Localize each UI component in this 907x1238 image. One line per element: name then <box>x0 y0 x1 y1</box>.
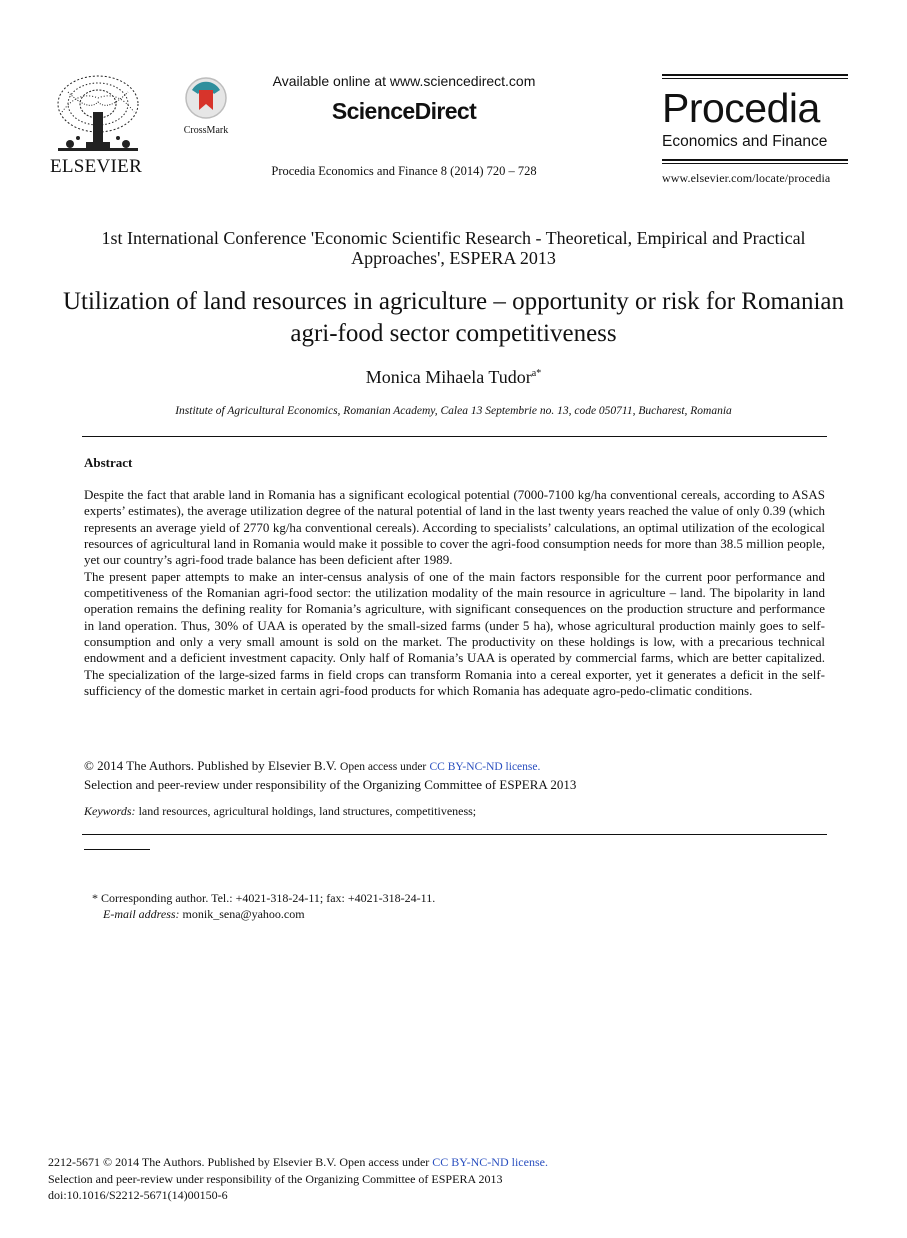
bottom-license-link[interactable]: CC BY-NC-ND license. <box>432 1155 548 1169</box>
copyright-text: © 2014 The Authors. Published by Elsevier B.V. <box>84 758 337 773</box>
procedia-bottom-rule-thin <box>662 163 848 164</box>
journal-reference: Procedia Economics and Finance 8 (2014) 720 – 728 <box>271 164 537 178</box>
journal-url[interactable]: www.elsevier.com/locate/procedia <box>662 171 831 185</box>
author-line <box>60 367 847 388</box>
open-access-text: Open access under <box>340 761 427 773</box>
email-line <box>92 906 792 922</box>
conference-name: 1st International Conference 'Economic Scientific Research - Theoretical, Empirical and Practical Approaches', ESPERA 2013 <box>101 228 806 268</box>
license-link[interactable]: CC BY-NC-ND license. <box>429 761 541 773</box>
abstract-paragraph-2: The present paper attempts to make an inter-census analysis of one of the main factors responsible for the current poor performance and competitiveness of the Romanian agri-food sector: the utilization modality of the main resource in agriculture – land. The bipolarity in land operation remains the defining reality for Romania’s agriculture, with significant consequences on the production structure and performance in land operation. Thus, 30% of UAA is operated by the small-sized farms (under 5 ha), whose agricultural production mainly goes to self-consumption and only a very small amount is sold on the market. The productivity on these holdings is low, with a precarious technical endowment and a deficient investment capacity. Only half of Romania’s UAA is operated by commercial farms, which are better capitalized. The specialization of the large-sized farms in field crops can transform Romania into a cereal exporter, yet it generates a deficit in the self-sufficiency of the domestic market in certain agri-food products for which Romania has adequate agro-pedo-climatic conditions. <box>84 568 825 699</box>
sciencedirect-logo: ScienceDirect <box>331 98 477 124</box>
journal-subtitle: Economics and Finance <box>662 133 828 150</box>
abstract-heading: Abstract <box>84 455 133 470</box>
doi-text[interactable]: doi:10.1016/S2212-5671(14)00150-6 <box>48 1188 228 1202</box>
abstract-body <box>84 487 825 699</box>
procedia-top-rule <box>662 74 848 76</box>
email-address[interactable]: monik_sena@yahoo.com <box>182 907 305 921</box>
peer-review-text: Selection and peer-review under responsibility of the Organizing Committee of ESPERA 2013 <box>84 777 577 792</box>
keywords-text: land resources, agricultural holdings, land structures, competitiveness; <box>138 804 477 818</box>
footnote-rule <box>84 849 150 850</box>
procedia-bottom-rule <box>662 159 848 161</box>
abstract-paragraph-1: Despite the fact that arable land in Romania has a significant ecological potential (7000-7100 kg/ha conventional cereals, according to ASAS experts’ estimates), the average utilization degree of the natural potential of land in the last twenty years reached the value of only 0.39 (which represents an average yield of 2770 kg/ha conventional cereals). According to specialists’ calculations, an optimal utilization of the ecological resources of agricultural land in Romania would make it possible to cover the agri-food consumption needs for more than 38.5 million people, yet our country’s agri-food trade balance has been deficient after 1989. <box>84 487 825 568</box>
issn-text: 2212-5671 © 2014 The Authors. Published by Elsevier B.V. Open access under <box>48 1155 430 1169</box>
keywords-label: Keywords: <box>84 804 136 818</box>
copyright-block <box>84 757 825 793</box>
crossmark-label: CrossMark <box>183 125 229 136</box>
author-name: Monica Mihaela Tudor <box>365 367 532 387</box>
available-online-text: Available online at www.sciencedirect.com <box>272 73 536 89</box>
procedia-journal-logo <box>662 74 848 186</box>
email-label: E-mail address: <box>103 907 180 921</box>
crossmark-badge[interactable] <box>176 76 236 136</box>
issn-line <box>48 1154 808 1171</box>
section-divider-bottom <box>82 834 827 835</box>
publisher-name: ELSEVIER <box>49 156 143 177</box>
journal-brand: Procedia <box>662 85 820 131</box>
author-marks: a* <box>531 368 542 379</box>
procedia-top-rule-thin <box>662 78 848 79</box>
footnote <box>92 890 792 922</box>
paper-title: Utilization of land resources in agriculture – opportunity or risk for Romanian agri-food sector competitiveness <box>62 288 845 347</box>
elsevier-tree-icon <box>48 72 148 158</box>
author-affiliation: Institute of Agricultural Economics, Romanian Academy, Calea 13 Septembrie no. 13, code 050711, Bucharest, Romania <box>175 405 732 417</box>
bottom-review-text: Selection and peer-review under responsibility of the Organizing Committee of ESPERA 2013 <box>48 1171 503 1186</box>
section-divider-top <box>82 436 827 437</box>
copyright-line <box>84 757 825 776</box>
corresponding-author: * Corresponding author. Tel.: +4021-318-24-11; fax: +4021-318-24-11. <box>92 891 436 905</box>
crossmark-icon <box>182 76 230 120</box>
bottom-matter <box>48 1154 808 1204</box>
keywords-line <box>84 804 825 819</box>
